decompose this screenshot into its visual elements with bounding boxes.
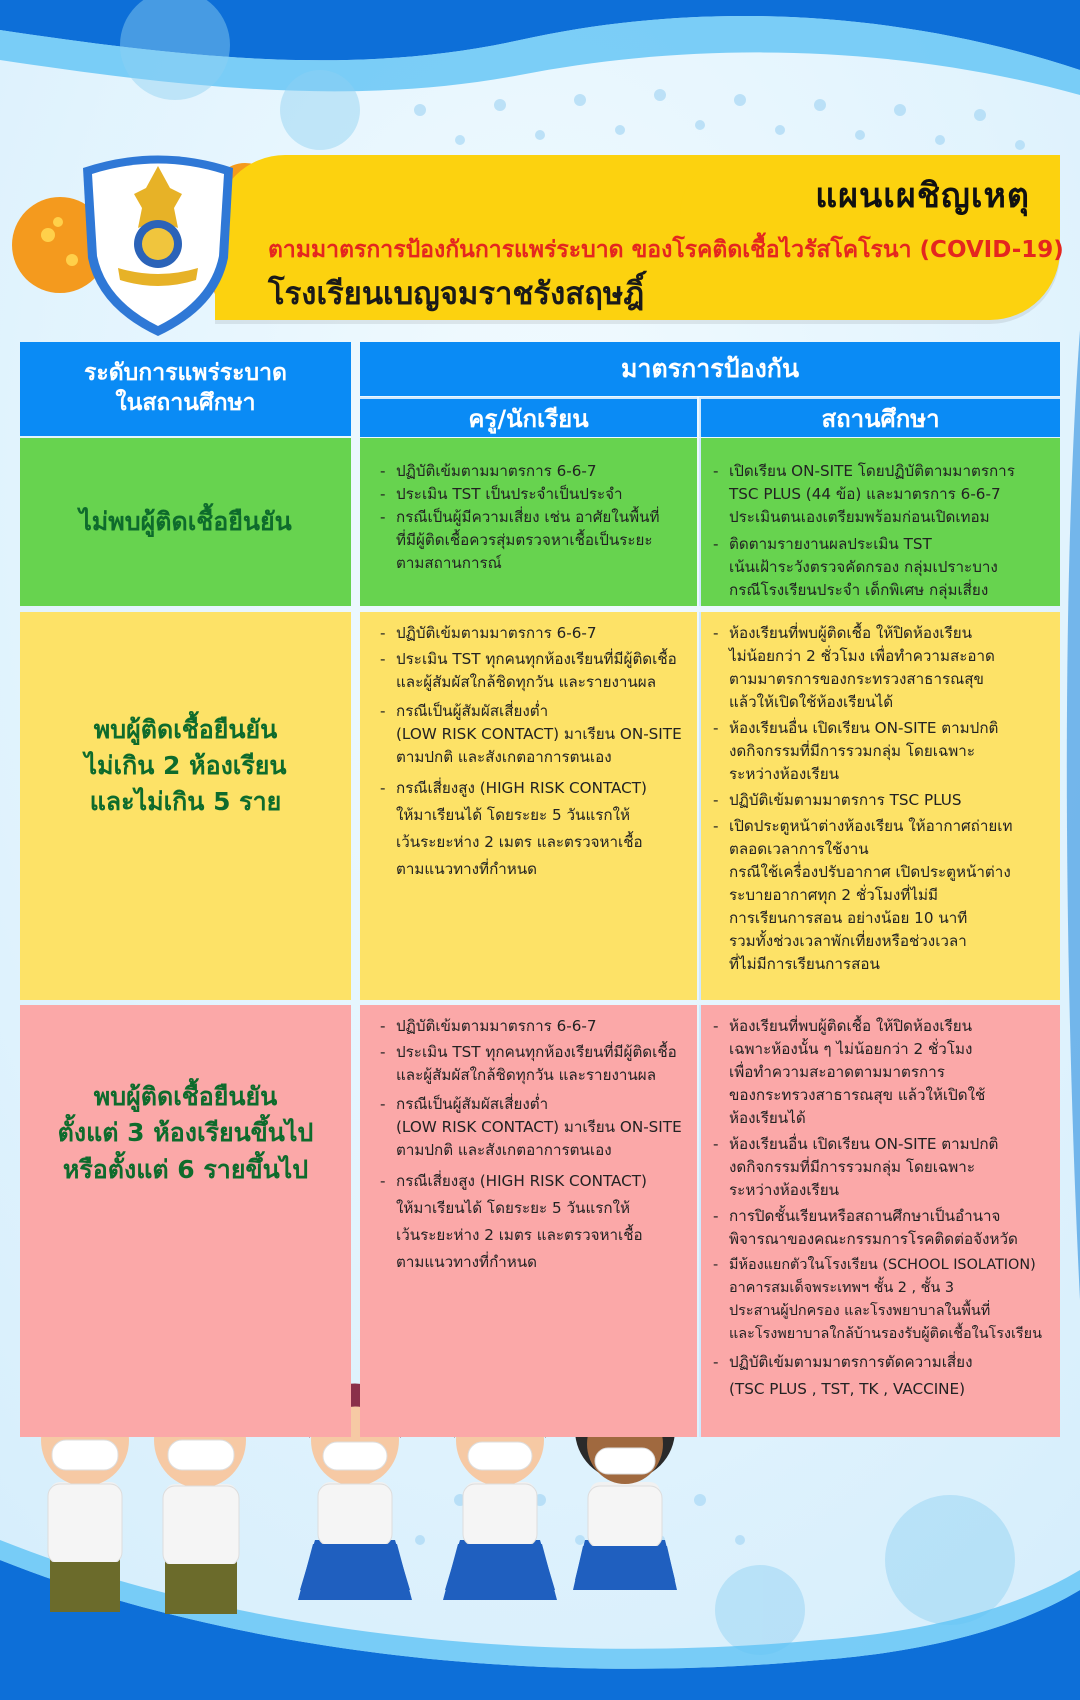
school-row-2-item: - ห้องเรียนที่พบผู้ติดเชื้อ ให้ปิดห้องเรียน ไม่น้อยกว่า 2 ชั่วโมง เพื่อทำความสะอาด ตามมาตรการของกระทรวงสาธารณสุข แล้วให้เปิดใช้ห้องเรียนได้ (713, 622, 1056, 714)
teacher-row-3-item: - กรณีเสี่ยงสูง (HIGH RISK CONTACT) ให้มาเรียนได้ โดยระยะ 5 วันแรกให้ เว้นระยะห่าง 2 เมตร และตรวจหาเชื้อ ตามแนวทางที่กำหนด (380, 1168, 693, 1276)
level-row-3 (20, 1005, 351, 1437)
level-row-2-line: และไม่เกิน 5 ราย (89, 787, 282, 817)
header-teacher-student: ครู/นักเรียน (360, 397, 697, 437)
school-name: โรงเรียนเบญจมราชรังสฤษฎิ์ (268, 276, 645, 312)
school-row-2-item: - ปฏิบัติเข้มตามมาตรการ TSC PLUS (713, 789, 1056, 812)
school-row-3-item: - การปิดชั้นเรียนหรือสถานศึกษาเป็นอำนาจ พิจารณาของคณะกรรมการโรคติดต่อจังหวัด (713, 1205, 1058, 1251)
school-row-3-item: - ปฏิบัติเข้มตามมาตรการตัดความเสี่ยง (TSC PLUS , TST, TK , VACCINE) (713, 1349, 1058, 1403)
school-row-3-item: - ห้องเรียนอื่น เปิดเรียน ON-SITE ตามปกติ งดกิจกรรมที่มีการรวมกลุ่ม โดยเฉพาะ ระหว่างห้องเรียน (713, 1133, 1058, 1202)
school-row-3 (699, 1005, 1060, 1437)
teacher-row-1-item: - กรณีเป็นผู้มีความเสี่ยง เช่น อาศัยในพื้นที่ ที่มีผู้ติดเชื้อควรสุ่มตรวจหาเชื้อเป็นระยะ ตามสถานการณ์ (380, 506, 691, 575)
school-logo-shield (78, 148, 238, 338)
header-measures: มาตรการป้องกัน (360, 342, 1060, 396)
teacher-row-2-item: - กรณีเป็นผู้สัมผัสเสี่ยงต่ำ (LOW RISK CONTACT) มาเรียน ON-SITE ตามปกติ และสังเกตอาการตนเอง (380, 700, 693, 769)
teacher-row-2 (360, 612, 697, 1000)
level-row-1 (20, 438, 351, 606)
teacher-row-3-item: - กรณีเป็นผู้สัมผัสเสี่ยงต่ำ (LOW RISK CONTACT) มาเรียน ON-SITE ตามปกติ และสังเกตอาการตนเอง (380, 1093, 693, 1162)
teacher-row-3 (360, 1005, 697, 1437)
teacher-row-2-item: - กรณีเสี่ยงสูง (HIGH RISK CONTACT) ให้มาเรียนได้ โดยระยะ 5 วันแรกให้ เว้นระยะห่าง 2 เมตร และตรวจหาเชื้อ ตามแนวทางที่กำหนด (380, 775, 693, 883)
level-row-2-line: พบผู้ติดเชื้อยืนยัน (93, 714, 278, 744)
school-row-2-item: - ห้องเรียนอื่น เปิดเรียน ON-SITE ตามปกติ งดกิจกรรมที่มีการรวมกลุ่ม โดยเฉพาะ ระหว่างห้องเรียน (713, 717, 1056, 786)
teacher-row-1-item: - ประเมิน TST เป็นประจำเป็นประจำ (380, 483, 691, 506)
level-row-3-line: หรือตั้งแต่ 6 รายขึ้นไป (62, 1154, 309, 1184)
level-row-3-line: ตั้งแต่ 3 ห้องเรียนขึ้นไป (57, 1118, 314, 1148)
header-level-column: ระดับการแพร่ระบาด ในสถานศึกษา (20, 342, 351, 436)
school-row-3-item: - มีห้องแยกตัวในโรงเรียน (SCHOOL ISOLATION) อาคารสมเด็จพระเทพฯ ชั้น 2 , ชั้น 3 ประสานผู้ปกครอง และโรงพยาบาลในพื้นที่ และโรงพยาบาลใกล้บ้านรองรับผู้ติดเชื้อในโรงเรียน (713, 1254, 1058, 1346)
level-row-1-line: ไม่พบผู้ติดเชื้อยืนยัน (79, 506, 292, 536)
teacher-row-1 (360, 438, 697, 606)
teacher-row-2-item: - ประเมิน TST ทุกคนทุกห้องเรียนที่มีผู้ติดเชื้อ และผู้สัมผัสใกล้ชิดทุกวัน และรายงานผล (380, 648, 693, 694)
teacher-row-3-item: - ประเมิน TST ทุกคนทุกห้องเรียนที่มีผู้ติดเชื้อ และผู้สัมผัสใกล้ชิดทุกวัน และรายงานผล (380, 1041, 693, 1087)
school-row-1 (699, 438, 1060, 606)
school-row-1-item: - เปิดเรียน ON-SITE โดยปฏิบัติตามมาตรการ TSC PLUS (44 ข้อ) และมาตรการ 6-6-7 ประเมินตนเองเตรียมพร้อมก่อนเปิดเทอม (713, 460, 1056, 529)
school-row-1-item: - ติดตามรายงานผลประเมิน TST เน้นเฝ้าระวังตรวจคัดกรอง กลุ่มเปราะบาง กรณีโรงเรียนประจำ เด็กพิเศษ กลุ่มเสี่ยง (713, 533, 1056, 602)
level-row-2 (20, 612, 351, 1000)
header-school: สถานศึกษา (699, 397, 1060, 437)
teacher-row-3-item: - ปฏิบัติเข้มตามมาตรการ 6-6-7 (380, 1015, 693, 1038)
school-row-2 (699, 612, 1060, 1000)
level-row-3-line: พบผู้ติดเชื้อยืนยัน (93, 1082, 278, 1112)
teacher-row-2-item: - ปฏิบัติเข้มตามมาตรการ 6-6-7 (380, 622, 693, 645)
school-row-2-item: - เปิดประตูหน้าต่างห้องเรียน ให้อากาศถ่ายเท ตลอดเวลาการใช้งาน กรณีใช้เครื่องปรับอากาศ เปิดประตูหน้าต่าง ระบายอากาศทุก 2 ชั่วโมงที่ไม่มี การเรียนการสอน อย่างน้อย 10 นาที รวมทั้งช่วงเวลาพักเที่ยงหรือช่วงเวลา ที่ไม่มีการเรียนการสอน (713, 815, 1056, 976)
page-title: แผนเผชิญเหตุ (815, 176, 1030, 216)
school-row-3-item: - ห้องเรียนที่พบผู้ติดเชื้อ ให้ปิดห้องเรียน เฉพาะห้องนั้น ๆ ไม่น้อยกว่า 2 ชั่วโมง เพื่อทำความสะอาดตามมาตรการ ของกระทรวงสาธารณสุข แล้วให้เปิดใช้ ห้องเรียนได้ (713, 1015, 1058, 1130)
page-subtitle: ตามมาตรการป้องกันการแพร่ระบาด ของโรคติดเชื้อไวรัสโคโรนา (COVID-19) (268, 237, 1064, 263)
teacher-row-1-item: - ปฏิบัติเข้มตามมาตรการ 6-6-7 (380, 460, 691, 483)
level-row-2-line: ไม่เกิน 2 ห้องเรียน (84, 750, 287, 780)
